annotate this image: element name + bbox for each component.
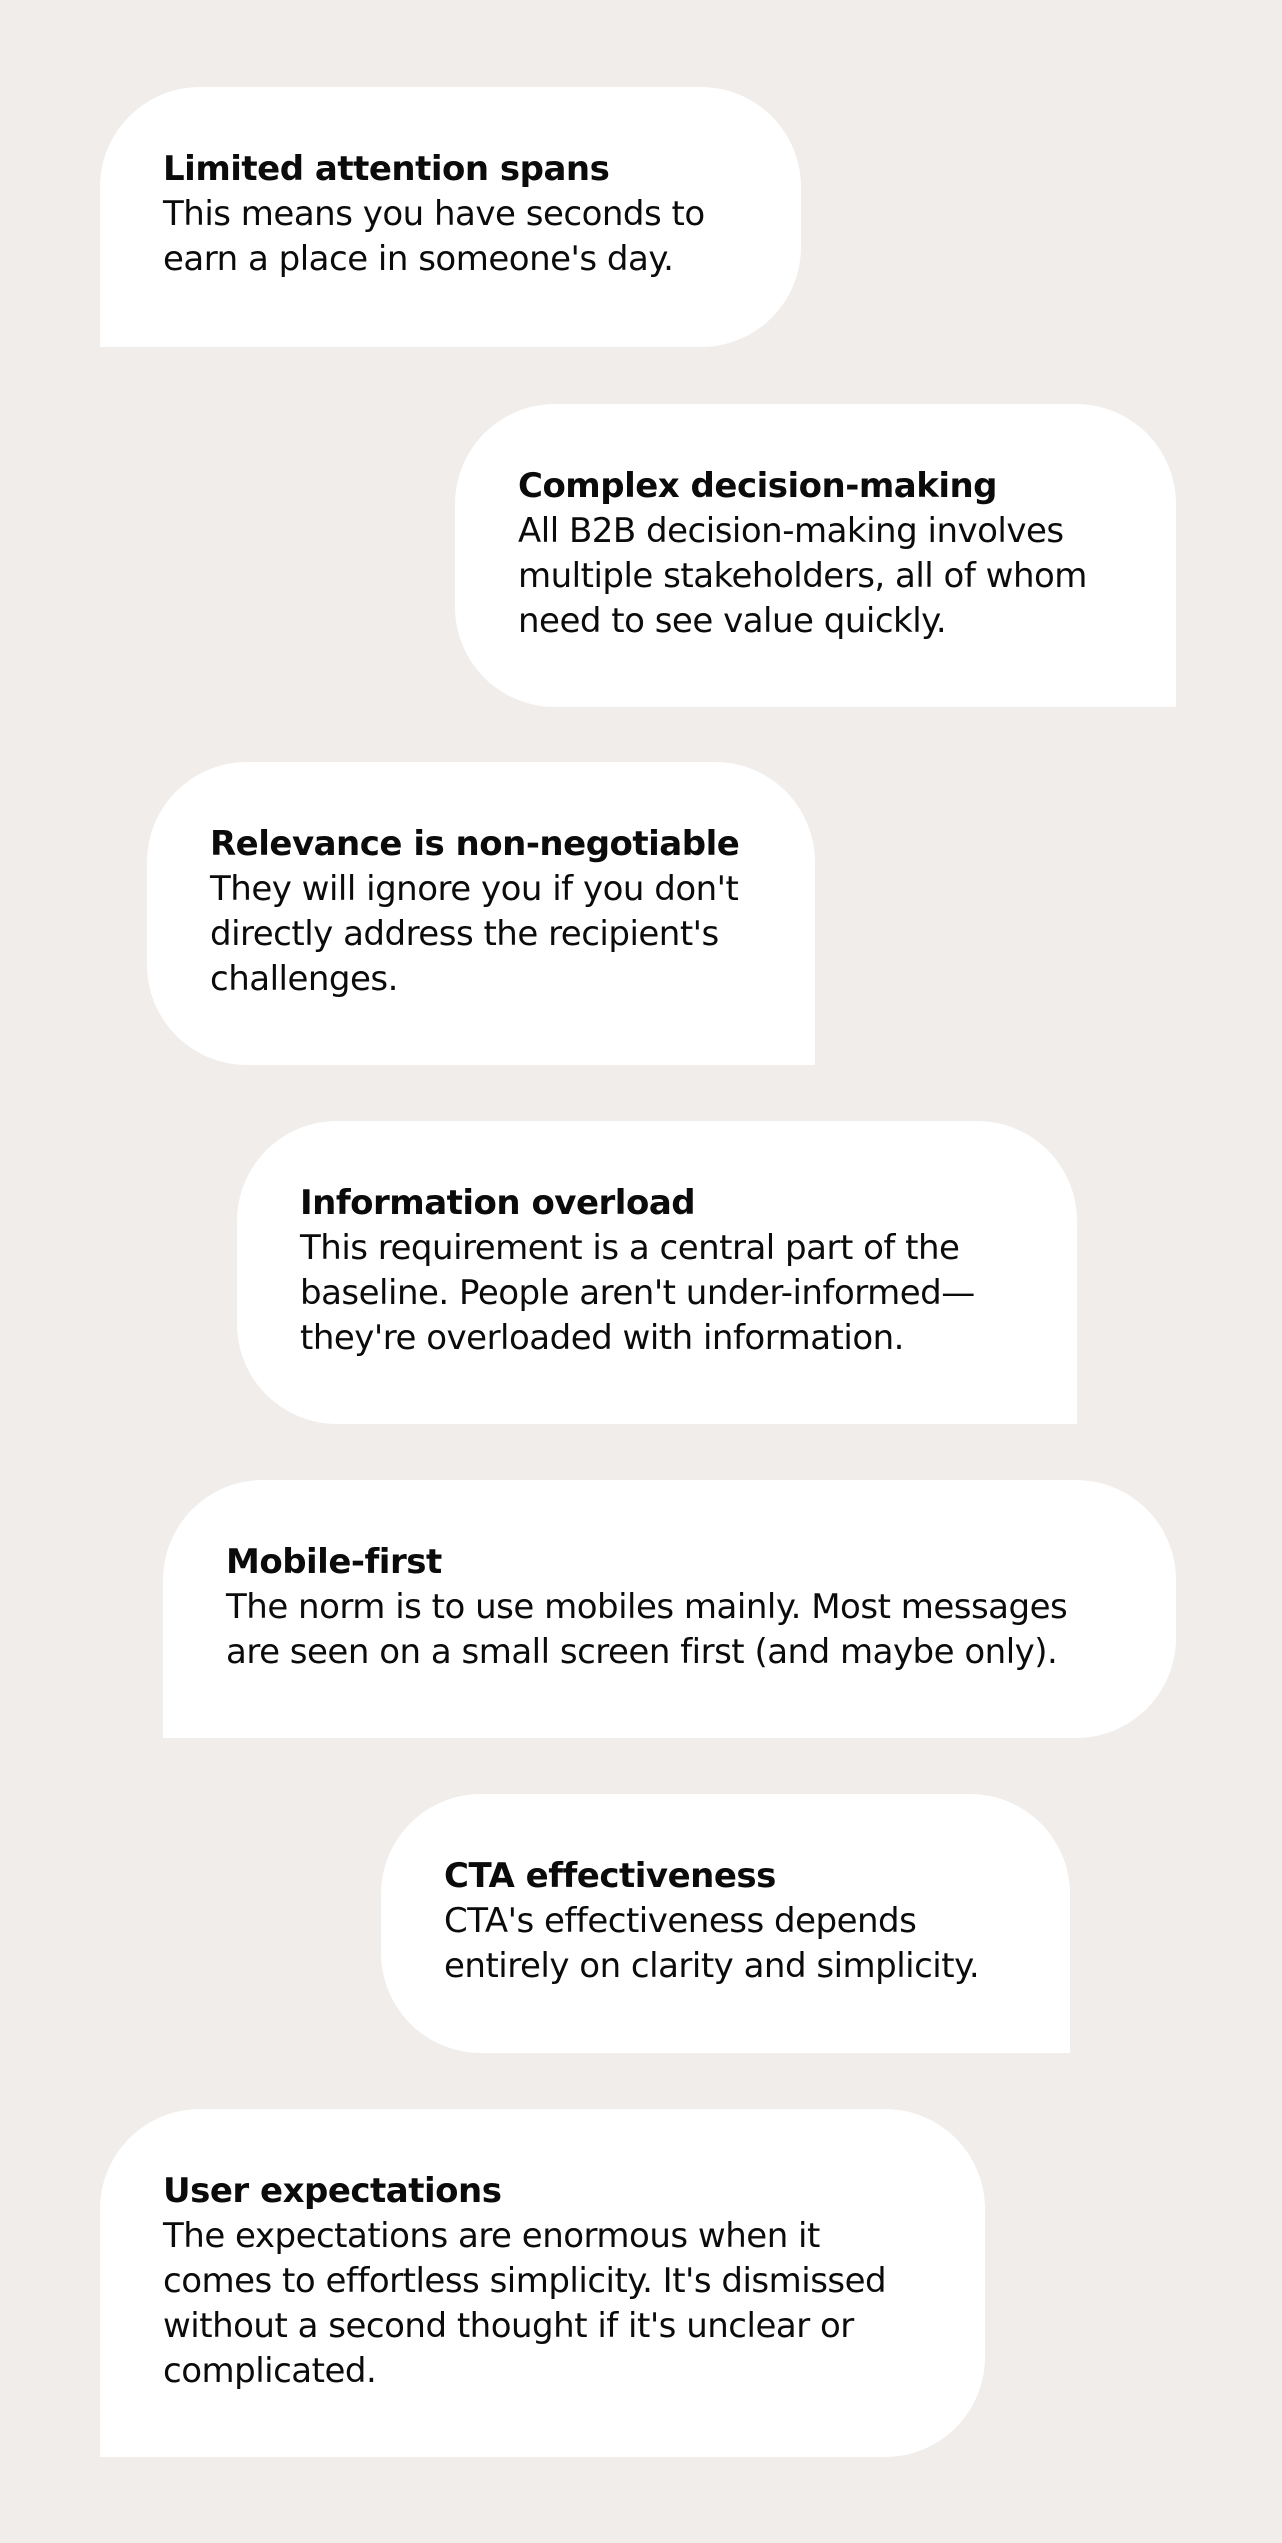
card-text-line: This means you have seconds to — [163, 194, 705, 234]
card-text-line: earn a place in someone's day. — [163, 239, 674, 279]
card-text-line: The expectations are enormous when it — [163, 2216, 820, 2256]
card-information-overload — [237, 1121, 1077, 1424]
card-title: Relevance is non-negotiable — [210, 824, 740, 864]
card-text-line: baseline. People aren't under-informed— — [300, 1273, 975, 1313]
card-relevance — [147, 762, 815, 1065]
card-complex-decision-making — [455, 404, 1176, 707]
card-cta-effectiveness — [381, 1794, 1070, 2053]
card-text-line: they're overloaded with information. — [300, 1318, 904, 1358]
card-title: Complex decision-making — [518, 466, 998, 506]
card-title: CTA effectiveness — [444, 1856, 776, 1896]
card-text-line: challenges. — [210, 959, 398, 999]
card-title: User expectations — [163, 2171, 502, 2211]
card-text-line: multiple stakeholders, all of whom — [518, 556, 1087, 596]
card-text-line: comes to effortless simplicity. It's dismissed — [163, 2261, 887, 2301]
card-text-line: without a second thought if it's unclear or — [163, 2306, 854, 2346]
card-title: Limited attention spans — [163, 149, 610, 189]
card-text-line: CTA's effectiveness depends — [444, 1901, 917, 1941]
card-text-line: They will ignore you if you don't — [210, 869, 739, 909]
card-text-line: This requirement is a central part of the — [300, 1228, 960, 1268]
card-text-line: directly address the recipient's — [210, 914, 719, 954]
card-mobile-first — [163, 1480, 1176, 1738]
card-text-line: entirely on clarity and simplicity. — [444, 1946, 980, 1986]
card-user-expectations — [100, 2109, 985, 2457]
card-text-line: The norm is to use mobiles mainly. Most messages — [226, 1587, 1068, 1627]
card-text-line: are seen on a small screen first (and maybe only). — [226, 1632, 1058, 1672]
card-text-line: need to see value quickly. — [518, 601, 947, 641]
card-text-line: complicated. — [163, 2351, 377, 2391]
card-text-line: All B2B decision-making involves — [518, 511, 1064, 551]
card-title: Information overload — [300, 1183, 696, 1223]
card-limited-attention-spans — [100, 87, 801, 347]
card-title: Mobile-first — [226, 1542, 442, 1582]
